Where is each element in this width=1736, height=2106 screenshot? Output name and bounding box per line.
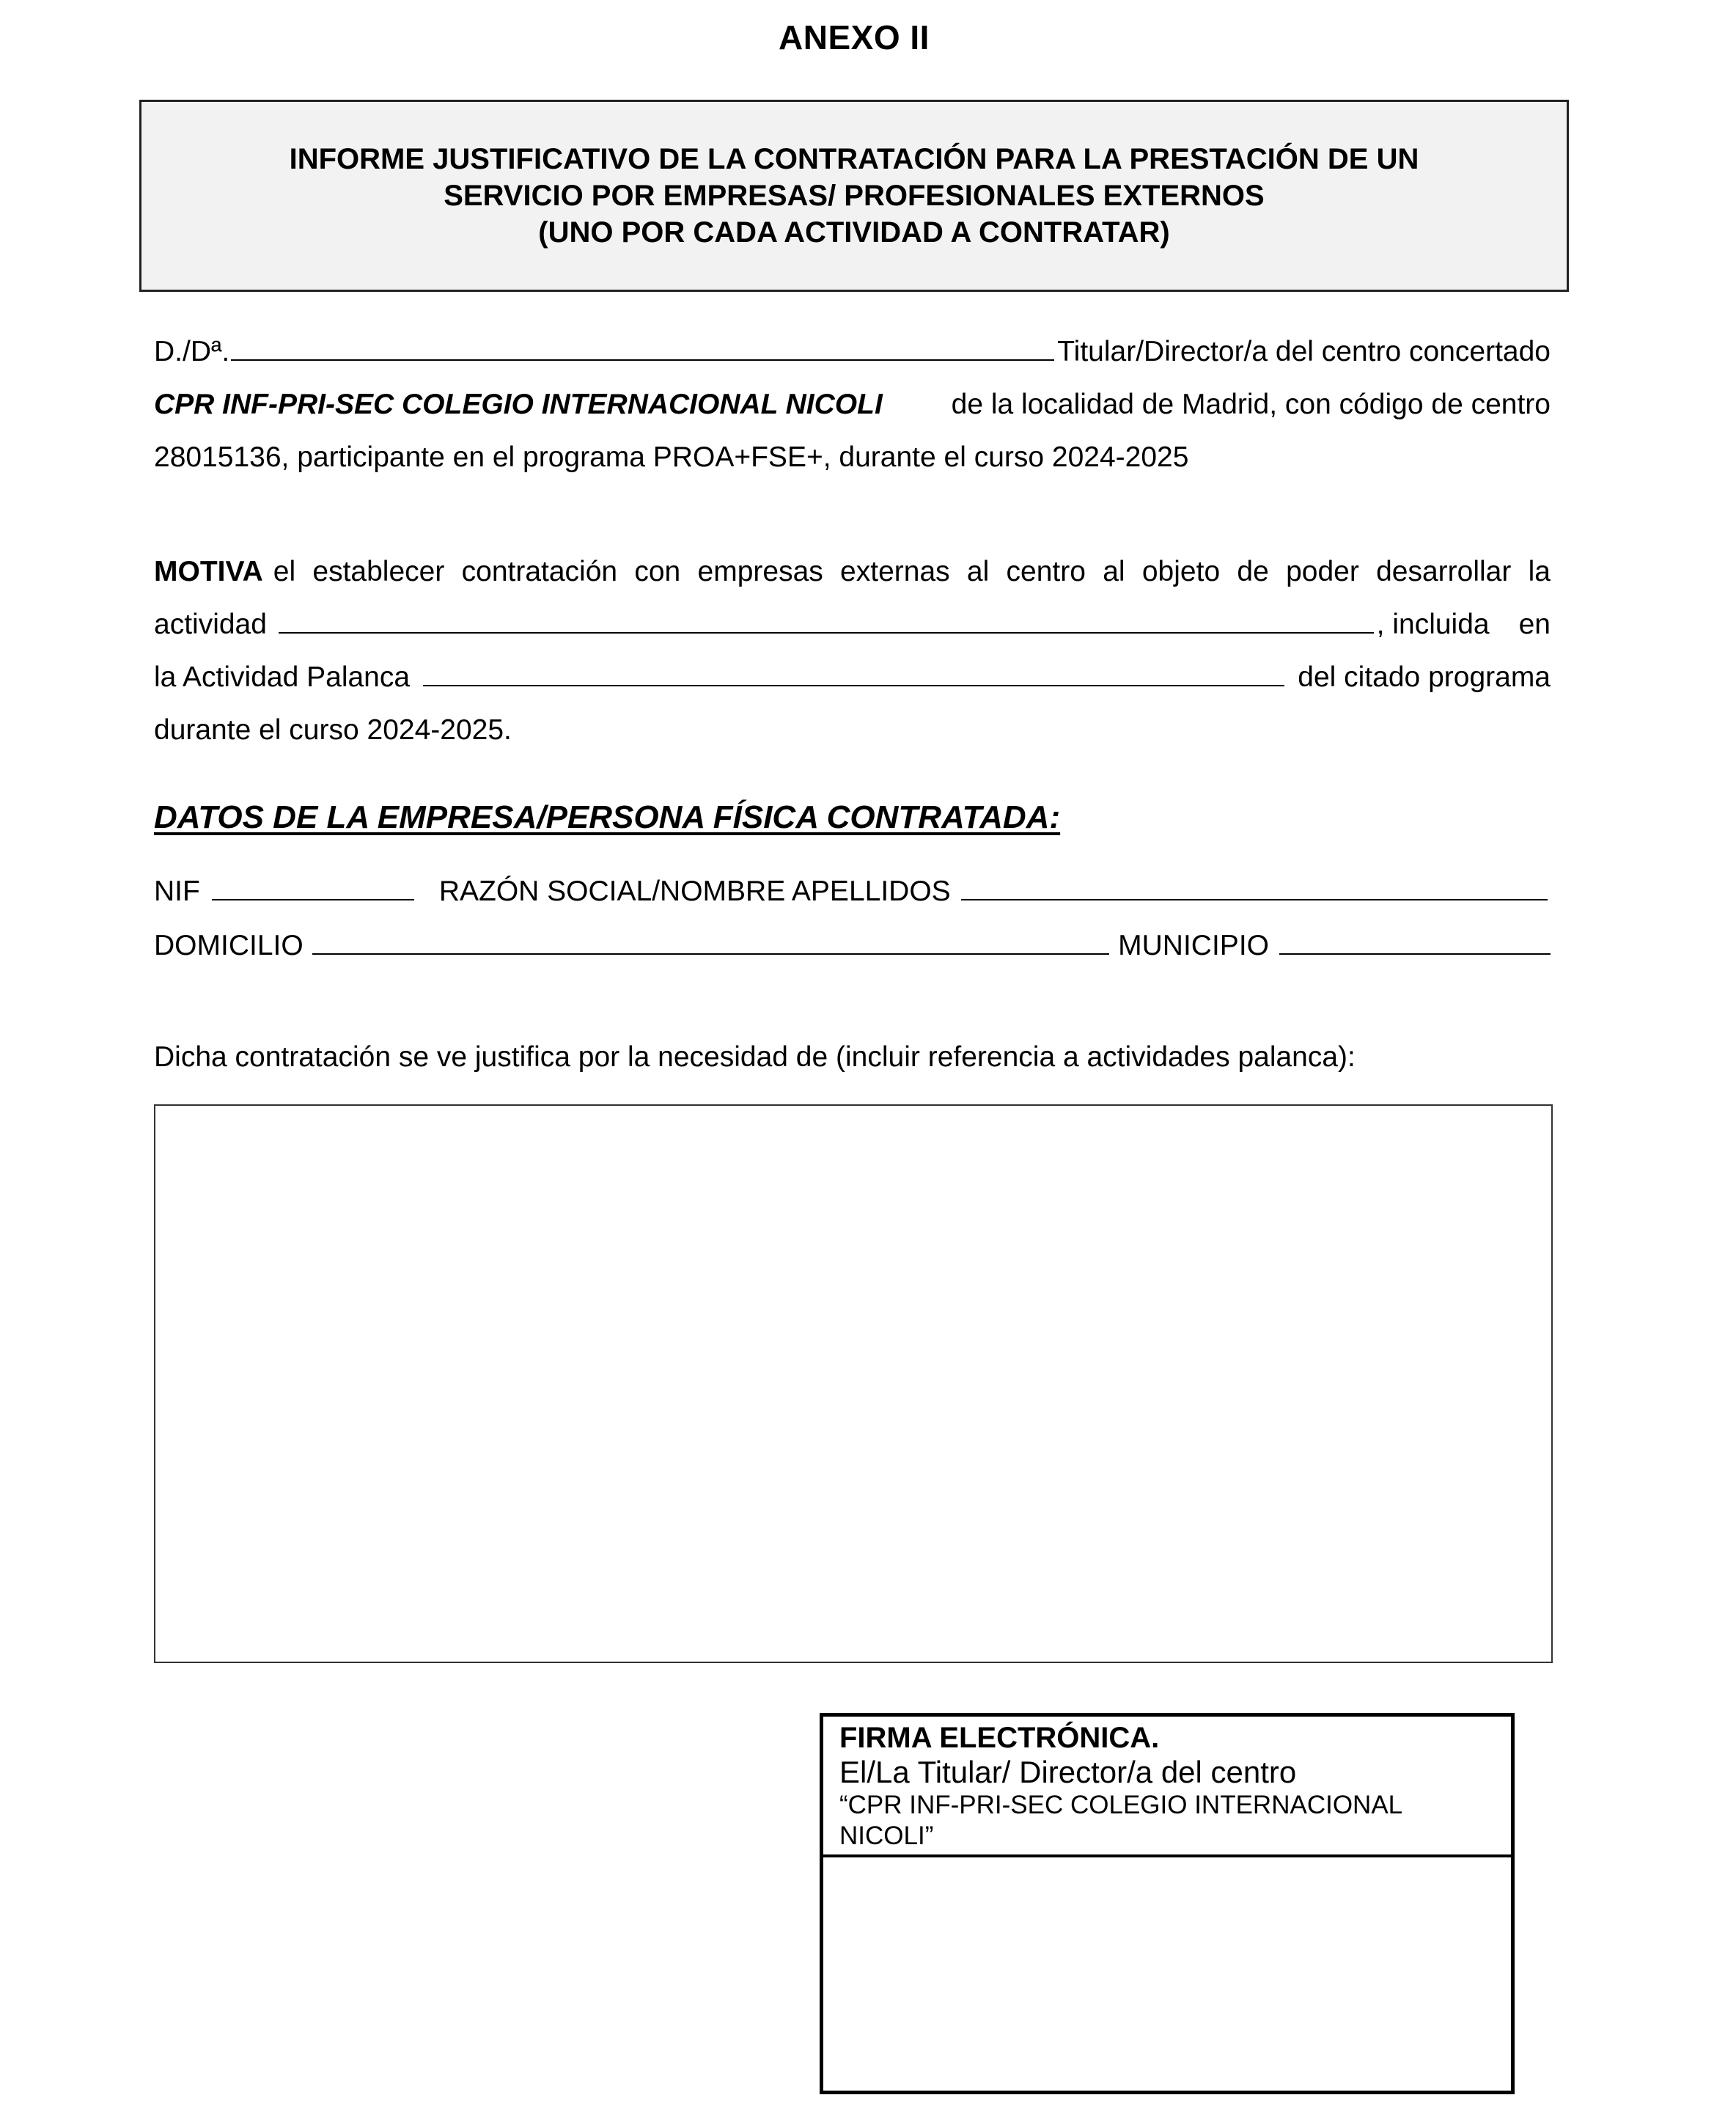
- domicilio-label: DOMICILIO: [154, 930, 304, 961]
- activity-label: actividad: [154, 609, 267, 640]
- motiva-line-4: [154, 710, 1551, 746]
- motiva-text: el establecer contratación con empresas externas al centro al objeto de poder desarrollar la: [273, 556, 1551, 587]
- centre-code-text: 28015136, participante en el programa PROA+FSE+, durante el curso 2024-2025: [154, 441, 1189, 473]
- director-prefix: D./Dª.: [154, 336, 230, 367]
- intro-line-1: [154, 331, 1551, 368]
- company-row-2: [154, 925, 1551, 962]
- signature-area[interactable]: [823, 1857, 1511, 2091]
- activity-field[interactable]: [279, 632, 1374, 634]
- municipio-label: MUNICIPIO: [1118, 930, 1269, 961]
- motiva-line-3: [154, 657, 1551, 694]
- motiva-line-1: [154, 551, 1551, 588]
- signature-role: El/La Titular/ Director/a del centro: [839, 1755, 1297, 1789]
- motiva-line-2: [154, 604, 1551, 641]
- domicilio-field[interactable]: [312, 953, 1109, 955]
- signature-title: FIRMA ELECTRÓNICA.: [839, 1722, 1160, 1754]
- report-title-line-1: INFORME JUSTIFICATIVO DE LA CONTRATACIÓN PARA LA PRESTACIÓN DE UN: [289, 143, 1419, 175]
- razon-social-field[interactable]: [961, 899, 1548, 900]
- signature-header: [823, 1717, 1511, 1857]
- annex-title: ANEXO II: [779, 18, 930, 56]
- nif-field[interactable]: [212, 899, 414, 900]
- centre-name: CPR INF-PRI-SEC COLEGIO INTERNACIONAL NICOLI: [154, 389, 883, 420]
- report-title-line-2: SERVICIO POR EMPRESAS/ PROFESIONALES EXTERNOS: [444, 180, 1265, 212]
- palanca-suffix: del citado programa: [1298, 661, 1551, 693]
- report-title-box: [139, 100, 1569, 292]
- company-row-1: [154, 871, 1551, 908]
- activity-suffix-end: en: [1518, 609, 1551, 640]
- motiva-course: durante el curso 2024-2025.: [154, 714, 512, 746]
- nif-label: NIF: [154, 876, 200, 907]
- municipio-field[interactable]: [1279, 953, 1551, 955]
- activity-suffix: , incluida: [1376, 609, 1490, 640]
- signature-centre-1: “CPR INF-PRI-SEC COLEGIO INTERNACIONAL: [839, 1791, 1403, 1819]
- director-name-field[interactable]: [231, 359, 1054, 361]
- intro-line-3: [154, 437, 1551, 474]
- company-section-title: DATOS DE LA EMPRESA/PERSONA FÍSICA CONTRATADA:: [154, 799, 1061, 835]
- director-role: Titular/Director/a del centro concertado: [1057, 336, 1551, 367]
- justification-label: Dicha contratación se ve justifica por la necesidad de (incluir referencia a actividades palanca):: [154, 1041, 1356, 1073]
- centre-location: de la localidad de Madrid, con código de centro: [951, 389, 1551, 420]
- signature-centre-2: NICOLI”: [839, 1821, 934, 1850]
- motiva-word: MOTIVA: [154, 556, 263, 587]
- justification-row: [154, 1037, 1551, 1074]
- report-title-line-3: (UNO POR CADA ACTIVIDAD A CONTRATAR): [538, 216, 1170, 249]
- intro-line-2: [154, 384, 1551, 421]
- justification-textarea[interactable]: [154, 1104, 1553, 1663]
- palanca-label: la Actividad Palanca: [154, 661, 411, 693]
- palanca-field[interactable]: [423, 685, 1284, 686]
- signature-box: [820, 1713, 1515, 2094]
- razon-social-label: RAZÓN SOCIAL/NOMBRE APELLIDOS: [438, 876, 951, 907]
